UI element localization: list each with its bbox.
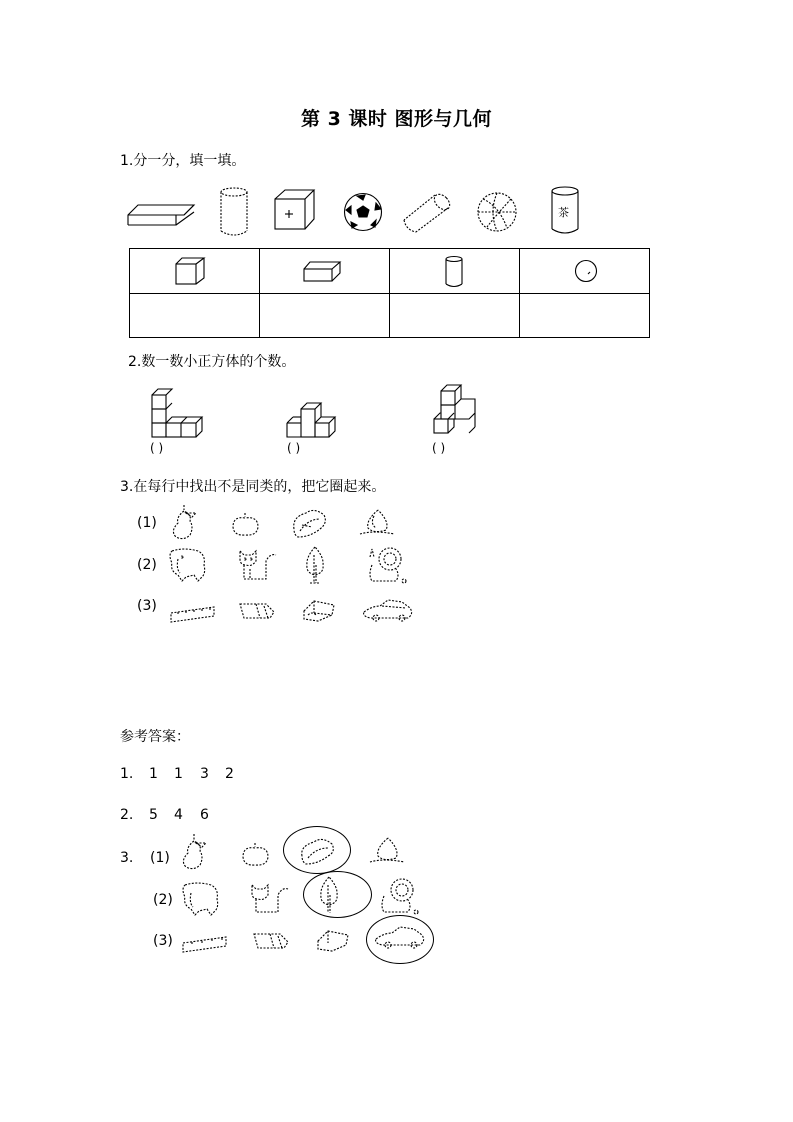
pear-icon — [180, 834, 208, 870]
header-cube — [130, 249, 260, 294]
cuboid-icon — [304, 262, 344, 284]
apple-icon — [242, 843, 270, 867]
cube-stack-figure-1 — [150, 388, 206, 440]
answer-cell-sphere[interactable] — [520, 294, 650, 338]
apple-icon — [232, 513, 260, 537]
car-icon — [362, 598, 414, 624]
cuboid-block-icon — [128, 198, 198, 228]
cylinder-icon — [445, 256, 465, 288]
answer-1-value: 1 — [174, 766, 183, 782]
answer-cell-cube[interactable] — [130, 294, 260, 338]
answer-3-number: 3. — [120, 850, 134, 866]
svg-text:茶: 茶 — [558, 206, 569, 219]
cube-icon — [176, 258, 208, 286]
header-sphere — [520, 249, 650, 294]
cube-box-icon — [275, 190, 317, 232]
answer-3-row-2-label: (2) — [153, 892, 173, 908]
answer-cell-cylinder[interactable] — [390, 294, 520, 338]
cat-icon — [248, 881, 292, 915]
answer-2-number: 2. — [120, 807, 134, 823]
cabbage-icon — [292, 507, 328, 539]
answer-2-value: 4 — [174, 807, 183, 823]
answer-1-number: 1. — [120, 766, 134, 782]
eraser-icon — [252, 932, 292, 952]
answer-cell-cuboid[interactable] — [260, 294, 390, 338]
peach-icon — [370, 836, 406, 866]
pencil-sharpener-icon — [302, 599, 336, 623]
pencil-sharpener-icon — [316, 929, 350, 953]
row-2-label: (2) — [137, 557, 157, 573]
row-1-label: (1) — [137, 515, 157, 531]
ruler-icon — [182, 933, 228, 953]
cylinder-lying-icon — [402, 193, 452, 233]
car-icon — [374, 925, 426, 951]
answer-blank-figure-2[interactable]: ( ) — [287, 441, 301, 455]
cylinder-open-icon — [220, 187, 250, 237]
header-cylinder — [390, 249, 520, 294]
lion-icon — [378, 876, 422, 916]
ruler-icon — [170, 603, 216, 623]
answer-1-value: 3 — [200, 766, 209, 782]
elephant-icon — [181, 881, 221, 917]
answer-3-row-1-label: (1) — [150, 850, 170, 866]
row-3-label: (3) — [137, 598, 157, 614]
answers-heading: 参考答案： — [120, 729, 190, 745]
pear-icon — [170, 505, 198, 539]
peach-icon — [360, 508, 396, 538]
cube-stack-figure-3 — [432, 385, 482, 441]
question-3-prompt: 3.在每行中找出不是同类的，把它圈起来。 — [120, 479, 386, 495]
answer-blank-figure-1[interactable]: ( ) — [150, 441, 164, 455]
answer-3-row-3-label: (3) — [153, 933, 173, 949]
page-title: 第 3 课时 图形与几何 — [300, 108, 493, 130]
basketball-icon — [477, 192, 519, 234]
sphere-icon — [575, 260, 599, 284]
answer-1-value: 1 — [149, 766, 158, 782]
header-cuboid — [260, 249, 390, 294]
question-1-prompt: 1.分一分，填一填。 — [120, 153, 246, 169]
tree-icon — [304, 545, 326, 585]
answer-2-value: 6 — [200, 807, 209, 823]
question-2-prompt: 2.数一数小正方体的个数。 — [128, 354, 296, 370]
shape-classification-table — [129, 248, 650, 338]
eraser-icon — [238, 602, 278, 622]
cube-stack-figure-2 — [287, 400, 341, 440]
tea-canister-icon — [550, 186, 580, 236]
lion-icon — [366, 545, 410, 585]
elephant-icon — [168, 547, 208, 583]
answer-2-value: 5 — [149, 807, 158, 823]
answer-blank-figure-3[interactable]: ( ) — [432, 441, 446, 455]
soccer-ball-icon — [343, 192, 383, 232]
answer-1-value: 2 — [225, 766, 234, 782]
cat-icon — [236, 547, 280, 583]
cabbage-icon — [300, 836, 336, 866]
tree-icon — [318, 875, 340, 915]
